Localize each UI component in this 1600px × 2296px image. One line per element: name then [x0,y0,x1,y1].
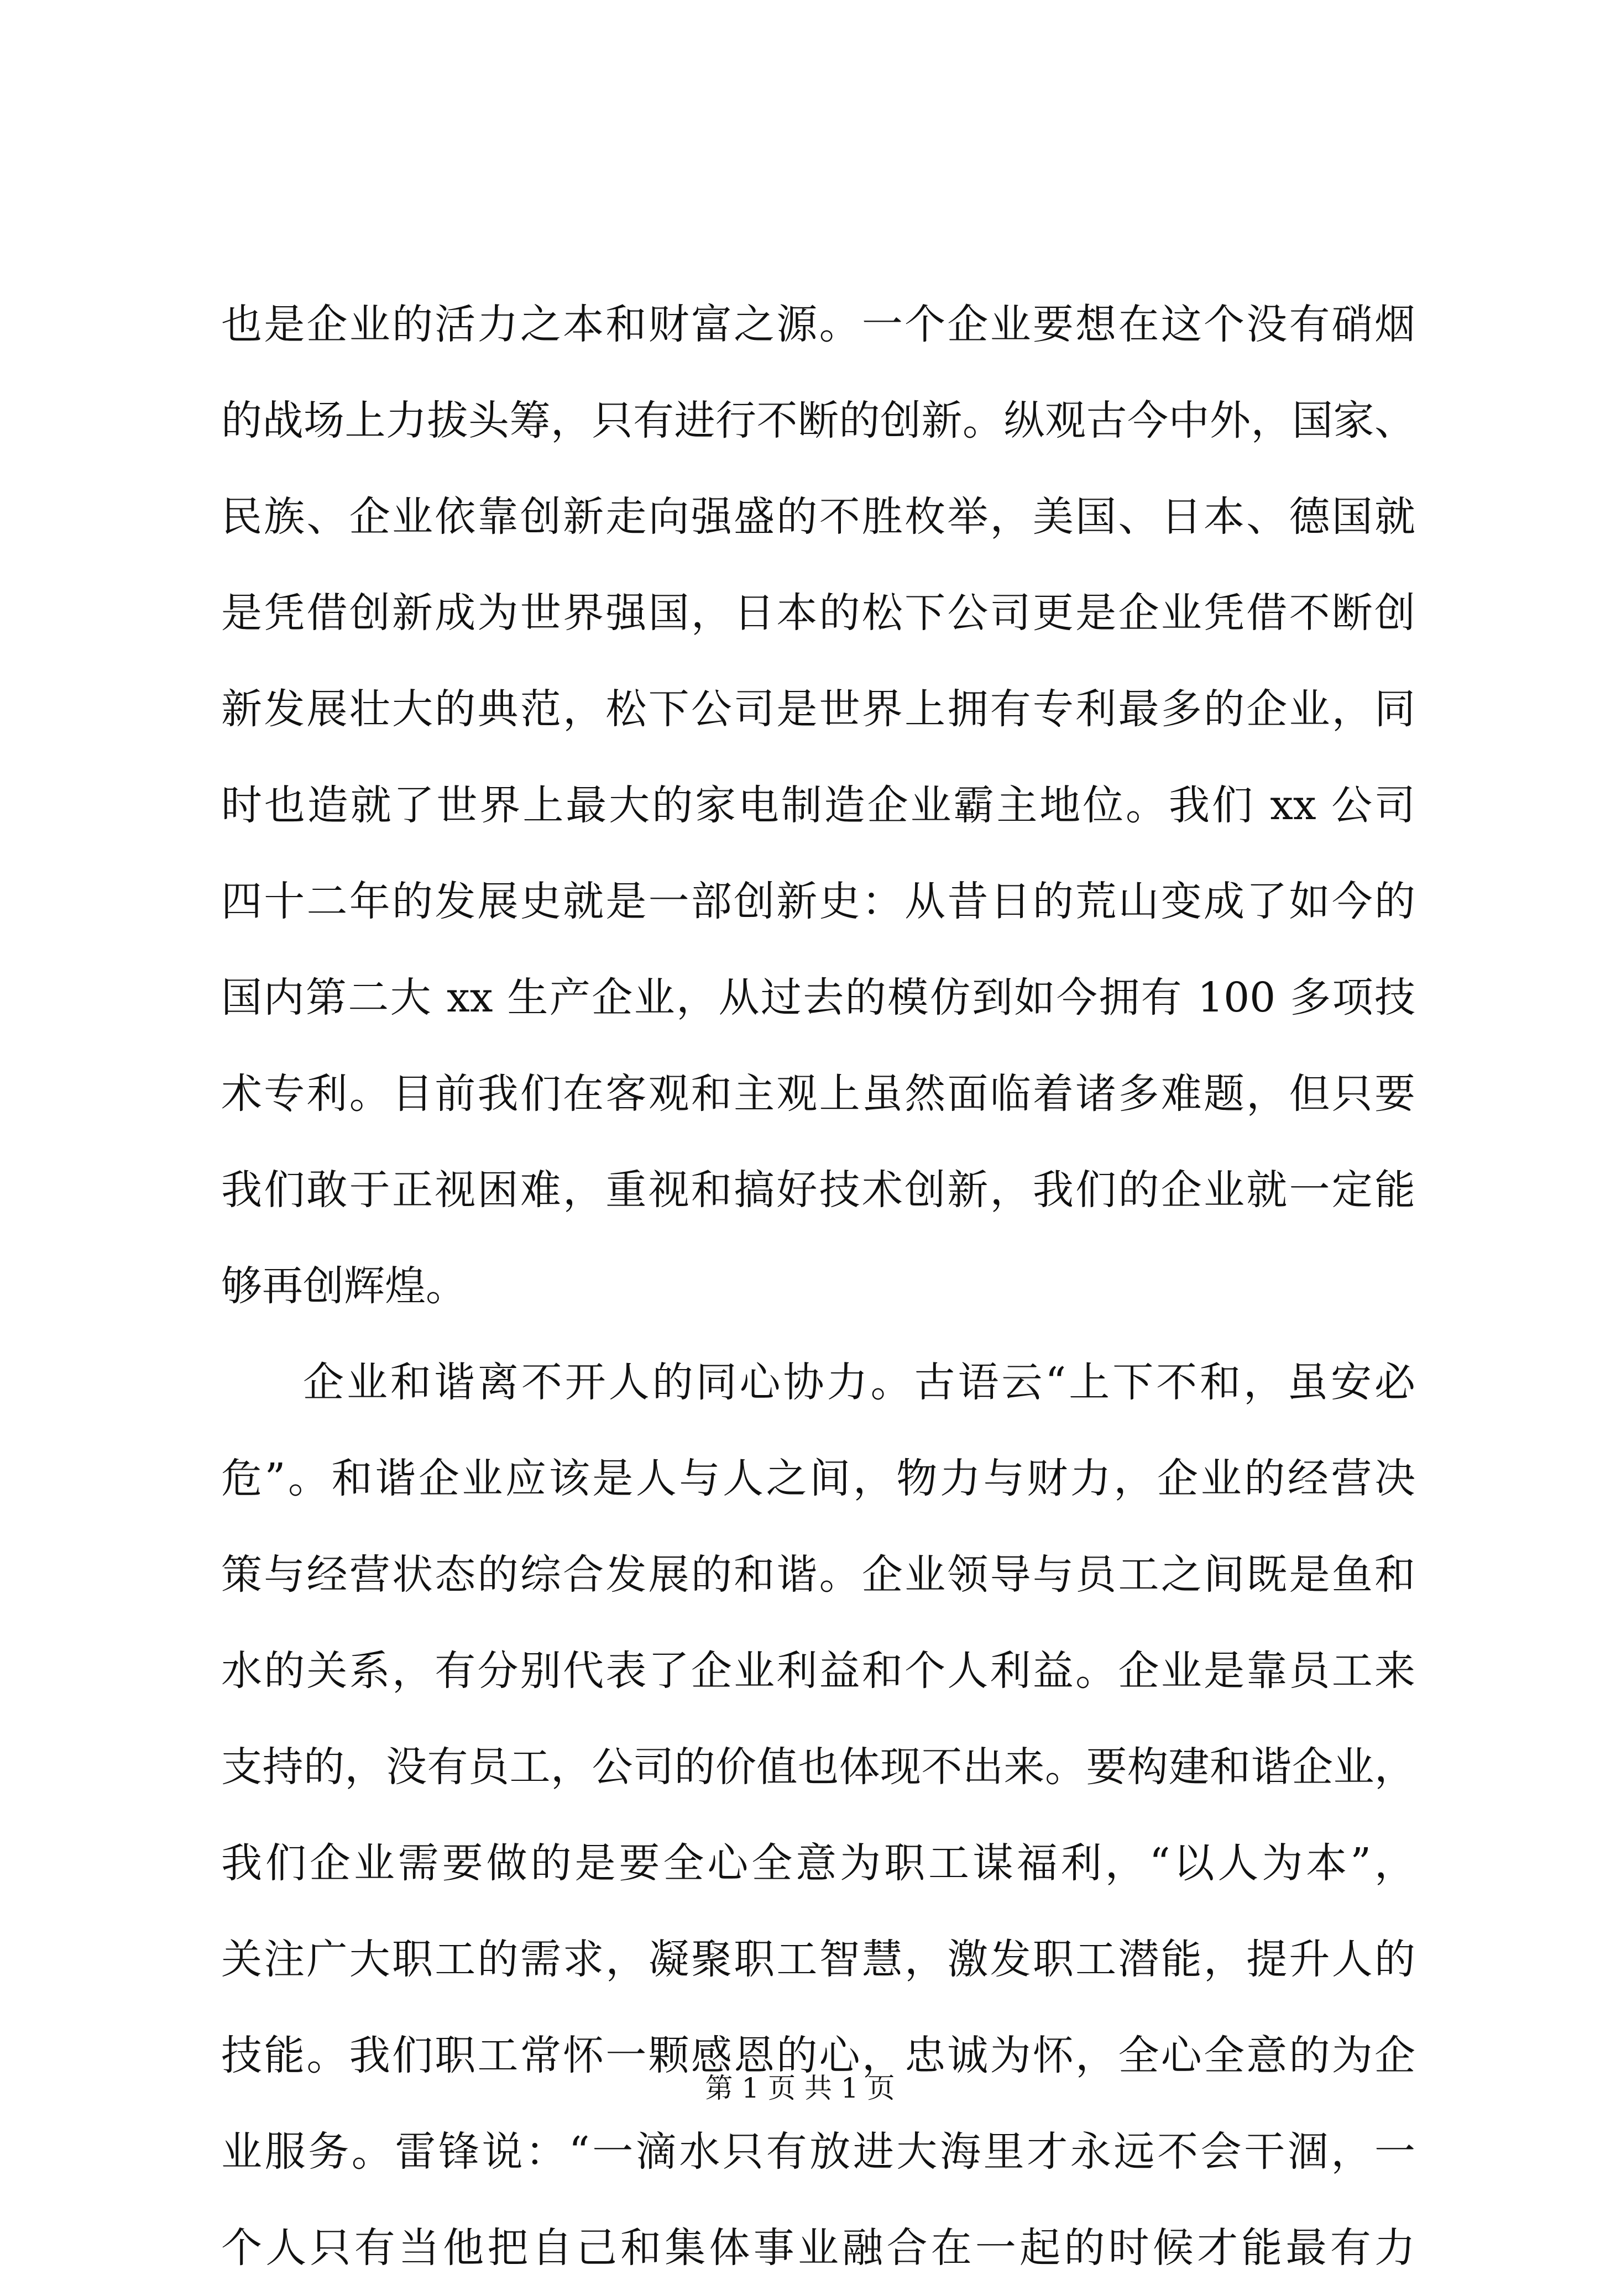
line-text: 策与经营状态的综合发展的和谐。企业领导与员工之间既是鱼和 [221,1551,1415,1598]
line-text: 是凭借创新成为世界强国，日本的松下公司更是企业凭借不断创 [221,589,1415,637]
line-text: 技能。我们职工常怀一颗感恩的心，忠诚为怀，全心全意的为企 [221,2032,1415,2079]
page-number: 第 1 页 共 1 页 [705,2072,895,2104]
line-text: 国内第二大 xx 生产企业，从过去的模仿到如今拥有 100 多项技 [221,974,1415,1021]
text-line [221,1911,1415,2007]
text-line [221,853,1415,950]
text-line [221,1815,1415,1911]
line-text: 新发展壮大的典范，松下公司是世界上拥有专利最多的企业，同 [221,685,1415,733]
text-line [221,1430,1415,1527]
line-text: 我们敢于正视困难，重视和搞好技术创新，我们的企业就一定能 [221,1166,1415,1214]
line-text: 支持的，没有员工，公司的价值也体现不出来。要构建和谐企业， [221,1743,1415,1791]
text-line [221,1142,1415,1238]
line-text: 关注广大职工的需求，凝聚职工智慧，激发职工潜能，提升人的 [221,1936,1415,1983]
text-line [221,469,1415,565]
line-text: 民族、企业依靠创新走向强盛的不胜枚举，美国、日本、德国就 [221,493,1415,541]
text-line [221,1238,1415,1334]
page-footer [0,2072,1600,2105]
line-text: 时也造就了世界上最大的家电制造企业霸主地位。我们 xx 公司 [221,782,1415,829]
line-text: 企业和谐离不开人的同心协力。古语云“上下不和，虽安必 [303,1359,1415,1406]
line-text: 水的关系，有分别代表了企业利益和个人利益。企业是靠员工来 [221,1647,1415,1695]
line-text: 个人只有当他把自己和集体事业融合在一起的时候才能最有力 [221,2224,1415,2272]
text-line [221,1623,1415,1719]
line-text: 四十二年的发展史就是一部创新史：从昔日的荒山变成了如今的 [221,878,1415,925]
text-line [221,276,1415,373]
text-line [221,661,1415,757]
line-text: 也是企业的活力之本和财富之源。一个企业要想在这个没有硝烟 [221,301,1415,348]
body-text [221,276,1415,2296]
text-line [221,1719,1415,1815]
text-line [221,373,1415,469]
line-text: 术专利。目前我们在客观和主观上虽然面临着诸多难题，但只要 [221,1070,1415,1118]
text-line [221,565,1415,661]
text-line [221,1046,1415,1142]
line-text: 业服务。雷锋说：“一滴水只有放进大海里才永远不会干涸，一 [221,2128,1415,2176]
text-line [221,757,1415,853]
line-text: 我们企业需要做的是要全心全意为职工谋福利，“以人为本”， [221,1839,1415,1887]
text-line [221,1527,1415,1623]
line-text: 够再创辉煌。 [221,1262,467,1310]
text-line [221,950,1415,1046]
line-text: 的战场上力拔头筹，只有进行不断的创新。纵观古今中外，国家、 [221,397,1415,444]
text-line [221,2104,1415,2200]
line-text: 危”。和谐企业应该是人与人之间，物力与财力，企业的经营决 [221,1455,1415,1502]
text-line [221,2200,1415,2296]
paragraph-first-line [221,1334,1415,1430]
